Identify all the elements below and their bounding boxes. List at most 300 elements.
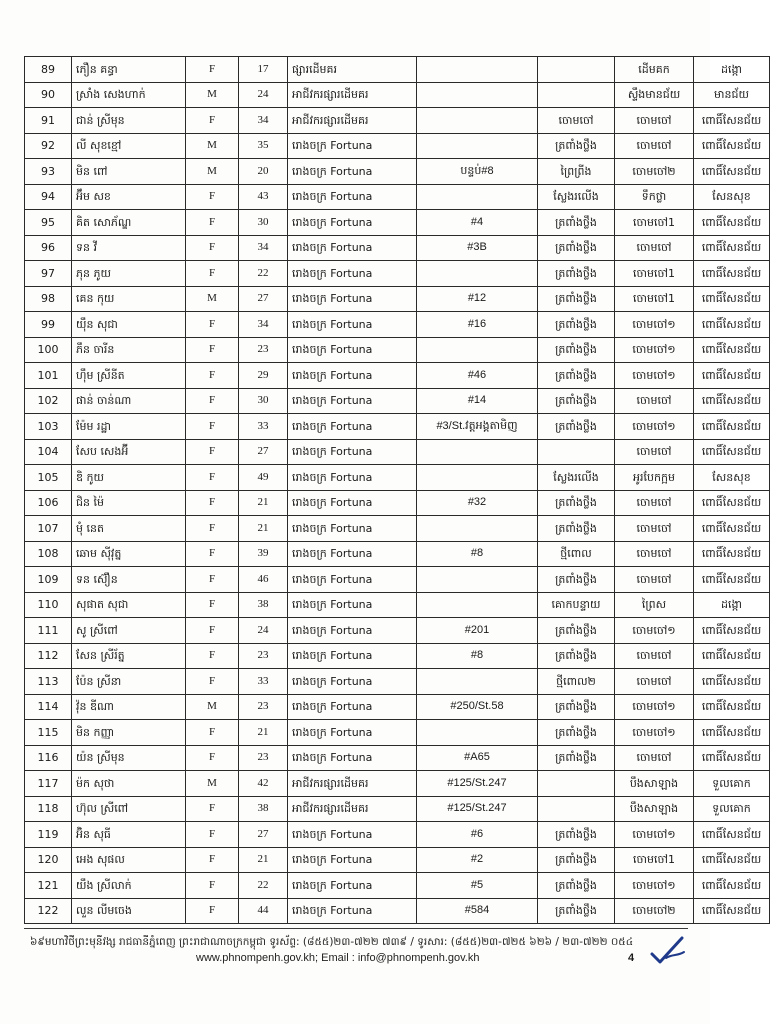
- sex-cell: F: [186, 516, 239, 542]
- age-cell: 27: [239, 439, 288, 465]
- house-number-cell: #A65: [417, 745, 538, 771]
- person-name-cell: សែប សេងអ៊ី: [72, 439, 186, 465]
- house-number-cell: [417, 184, 538, 210]
- table-row: [25, 184, 770, 210]
- page-number: 4: [628, 952, 635, 964]
- workplace-cell: រោងចក្រ Fortuna: [288, 312, 417, 338]
- table-row: [25, 312, 770, 338]
- village-cell: ចោមចៅ១: [615, 312, 694, 338]
- person-name-cell: ជាន់ ស្រីមុន: [72, 108, 186, 134]
- age-cell: 33: [239, 669, 288, 695]
- commune-cell: ពោធិ៍សែនជ័យ: [694, 745, 770, 771]
- commune-cell: ពោធិ៍សែនជ័យ: [694, 516, 770, 542]
- row-number-cell: 114: [25, 694, 72, 720]
- street-area-cell: ត្រពាំងថ្លឹង: [538, 567, 615, 593]
- age-cell: 24: [239, 82, 288, 108]
- workplace-cell: អាជីវករផ្សារដើមគរ: [288, 82, 417, 108]
- workplace-cell: រោងចក្រ Fortuna: [288, 210, 417, 236]
- commune-cell: ពោធិ៍សែនជ័យ: [694, 108, 770, 134]
- workplace-cell: រោងចក្រ Fortuna: [288, 694, 417, 720]
- table-row: [25, 337, 770, 363]
- house-number-cell: [417, 82, 538, 108]
- row-number-cell: 97: [25, 261, 72, 287]
- street-area-cell: [538, 771, 615, 797]
- village-cell: ចោមចៅ: [615, 439, 694, 465]
- street-area-cell: ត្រពាំងថ្លឹង: [538, 235, 615, 261]
- village-cell: ចោមចៅ1: [615, 210, 694, 236]
- commune-cell: ពោធិ៍សែនជ័យ: [694, 363, 770, 389]
- workplace-cell: រោងចក្រ Fortuna: [288, 898, 417, 924]
- table-row: [25, 618, 770, 644]
- street-area-cell: ត្រពាំងថ្លឹង: [538, 490, 615, 516]
- row-number-cell: 120: [25, 847, 72, 873]
- person-name-cell: លួន លីមចេង: [72, 898, 186, 924]
- commune-cell: ពោធិ៍សែនជ័យ: [694, 898, 770, 924]
- village-cell: ព្រៃស: [615, 592, 694, 618]
- commune-cell: ពោធិ៍សែនជ័យ: [694, 337, 770, 363]
- street-area-cell: ត្រពាំងថ្លឹង: [538, 847, 615, 873]
- commune-cell: ពោធិ៍សែនជ័យ: [694, 261, 770, 287]
- age-cell: 30: [239, 210, 288, 236]
- street-area-cell: ព្រៃព្រីង: [538, 159, 615, 185]
- sex-cell: F: [186, 490, 239, 516]
- house-number-cell: #14: [417, 388, 538, 414]
- street-area-cell: ត្រពាំងថ្លឹង: [538, 363, 615, 389]
- village-cell: ចោមចៅ១: [615, 363, 694, 389]
- village-cell: ចោមចៅ1: [615, 847, 694, 873]
- row-number-cell: 121: [25, 873, 72, 899]
- sex-cell: M: [186, 82, 239, 108]
- sex-cell: F: [186, 643, 239, 669]
- house-number-cell: [417, 439, 538, 465]
- commune-cell: ពោធិ៍សែនជ័យ: [694, 567, 770, 593]
- house-number-cell: #250/St.58: [417, 694, 538, 720]
- street-area-cell: ស្លែងរលើង: [538, 184, 615, 210]
- sex-cell: F: [186, 57, 239, 83]
- commune-cell: សែនសុខ: [694, 465, 770, 491]
- commune-cell: ពោធិ៍សែនជ័យ: [694, 286, 770, 312]
- village-cell: ចោមចៅ១: [615, 694, 694, 720]
- village-cell: ចោមចៅ១: [615, 618, 694, 644]
- village-cell: ចោមចៅ: [615, 567, 694, 593]
- village-cell: ចោមចៅ១: [615, 337, 694, 363]
- street-area-cell: ត្រពាំងថ្លឹង: [538, 261, 615, 287]
- village-cell: ចោមចៅ: [615, 108, 694, 134]
- commune-cell: ពោធិ៍សែនជ័យ: [694, 694, 770, 720]
- table-row: [25, 592, 770, 618]
- row-number-cell: 99: [25, 312, 72, 338]
- row-number-cell: 118: [25, 796, 72, 822]
- workplace-cell: រោងចក្រ Fortuna: [288, 133, 417, 159]
- street-area-cell: ត្រពាំងថ្លឹង: [538, 873, 615, 899]
- commune-cell: ពោធិ៍សែនជ័យ: [694, 388, 770, 414]
- workplace-cell: រោងចក្រ Fortuna: [288, 363, 417, 389]
- person-name-cell: ភឿន គន្ធា: [72, 57, 186, 83]
- person-name-cell: យ៉ឹន សុជា: [72, 312, 186, 338]
- commune-cell: ដង្កោ: [694, 57, 770, 83]
- village-cell: បឹងសាឡាង: [615, 796, 694, 822]
- commune-cell: ពោធិ៍សែនជ័យ: [694, 133, 770, 159]
- street-area-cell: ត្រពាំងថ្លឹង: [538, 210, 615, 236]
- table-row: [25, 82, 770, 108]
- workplace-cell: អាជីវករផ្សារដើមគរ: [288, 796, 417, 822]
- age-cell: 23: [239, 643, 288, 669]
- age-cell: 21: [239, 847, 288, 873]
- village-cell: ចោមចៅ: [615, 490, 694, 516]
- workplace-cell: រោងចក្រ Fortuna: [288, 490, 417, 516]
- age-cell: 44: [239, 898, 288, 924]
- age-cell: 34: [239, 235, 288, 261]
- house-number-cell: #12: [417, 286, 538, 312]
- age-cell: 22: [239, 261, 288, 287]
- row-number-cell: 98: [25, 286, 72, 312]
- person-name-cell: ហ៊ឹម ស្រីនីត: [72, 363, 186, 389]
- table-row: [25, 822, 770, 848]
- person-name-cell: ភុន ភូយ: [72, 261, 186, 287]
- workplace-cell: រោងចក្រ Fortuna: [288, 159, 417, 185]
- person-name-cell: ម៉ែម រដ្ឋា: [72, 414, 186, 440]
- village-cell: ចោមចៅ១: [615, 720, 694, 746]
- street-area-cell: [538, 439, 615, 465]
- sex-cell: F: [186, 847, 239, 873]
- house-number-cell: [417, 592, 538, 618]
- commune-cell: ពោធិ៍សែនជ័យ: [694, 847, 770, 873]
- commune-cell: ពោធិ៍សែនជ័យ: [694, 439, 770, 465]
- row-number-cell: 116: [25, 745, 72, 771]
- village-cell: ចោមចៅ: [615, 516, 694, 542]
- commune-cell: ពោធិ៍សែនជ័យ: [694, 618, 770, 644]
- house-number-cell: #584: [417, 898, 538, 924]
- sex-cell: F: [186, 235, 239, 261]
- row-number-cell: 100: [25, 337, 72, 363]
- street-area-cell: ត្រពាំងថ្លឹង: [538, 312, 615, 338]
- table-row: [25, 133, 770, 159]
- age-cell: 34: [239, 312, 288, 338]
- commune-cell: ដង្កោ: [694, 592, 770, 618]
- age-cell: 17: [239, 57, 288, 83]
- person-name-cell: ឌិ កូយ: [72, 465, 186, 491]
- village-cell: បឹងសាឡាង: [615, 771, 694, 797]
- row-number-cell: 111: [25, 618, 72, 644]
- row-number-cell: 108: [25, 541, 72, 567]
- person-name-cell: អ៊ឹម សខ: [72, 184, 186, 210]
- table-row: [25, 516, 770, 542]
- table-row: [25, 796, 770, 822]
- workplace-cell: រោងចក្រ Fortuna: [288, 184, 417, 210]
- village-cell: ចោមចៅ: [615, 541, 694, 567]
- house-number-cell: #6: [417, 822, 538, 848]
- workplace-cell: រោងចក្រ Fortuna: [288, 643, 417, 669]
- row-number-cell: 101: [25, 363, 72, 389]
- row-number-cell: 110: [25, 592, 72, 618]
- street-area-cell: ថ្មីពោល: [538, 541, 615, 567]
- age-cell: 23: [239, 337, 288, 363]
- table-row: [25, 286, 770, 312]
- table-row: [25, 745, 770, 771]
- street-area-cell: ត្រពាំងថ្លឹង: [538, 133, 615, 159]
- commune-cell: ពោធិ៍សែនជ័យ: [694, 643, 770, 669]
- table-row: [25, 643, 770, 669]
- street-area-cell: ត្រពាំងថ្លឹង: [538, 694, 615, 720]
- person-name-cell: លី សុខខ្មៅ: [72, 133, 186, 159]
- workplace-cell: រោងចក្រ Fortuna: [288, 618, 417, 644]
- age-cell: 21: [239, 490, 288, 516]
- house-number-cell: [417, 108, 538, 134]
- workplace-cell: រោងចក្រ Fortuna: [288, 235, 417, 261]
- house-number-cell: [417, 567, 538, 593]
- table-row: [25, 57, 770, 83]
- table-row: [25, 159, 770, 185]
- row-number-cell: 119: [25, 822, 72, 848]
- workplace-cell: រោងចក្រ Fortuna: [288, 745, 417, 771]
- person-name-cell: យឹង ស្រីលាក់: [72, 873, 186, 899]
- workplace-cell: រោងចក្រ Fortuna: [288, 414, 417, 440]
- table-row: [25, 898, 770, 924]
- row-number-cell: 94: [25, 184, 72, 210]
- table-row: [25, 108, 770, 134]
- row-number-cell: 92: [25, 133, 72, 159]
- person-name-cell: អេង សុផល: [72, 847, 186, 873]
- person-name-cell: ទន ស៊ឿន: [72, 567, 186, 593]
- sex-cell: M: [186, 133, 239, 159]
- house-number-cell: #8: [417, 643, 538, 669]
- street-area-cell: ត្រពាំងថ្លឹង: [538, 822, 615, 848]
- person-name-cell: វ៉ុន ឌីណា: [72, 694, 186, 720]
- row-number-cell: 117: [25, 771, 72, 797]
- table-row: [25, 771, 770, 797]
- house-number-cell: #16: [417, 312, 538, 338]
- age-cell: 39: [239, 541, 288, 567]
- house-number-cell: #8: [417, 541, 538, 567]
- commune-cell: ពោធិ៍សែនជ័យ: [694, 541, 770, 567]
- workplace-cell: អាជីវករផ្សារដើមគរ: [288, 108, 417, 134]
- sex-cell: F: [186, 337, 239, 363]
- house-number-cell: [417, 669, 538, 695]
- table-row: [25, 694, 770, 720]
- workplace-cell: រោងចក្រ Fortuna: [288, 669, 417, 695]
- age-cell: 21: [239, 516, 288, 542]
- age-cell: 20: [239, 159, 288, 185]
- person-name-cell: ប៉ែន ស្រីនា: [72, 669, 186, 695]
- sex-cell: M: [186, 771, 239, 797]
- commune-cell: ពោធិ៍សែនជ័យ: [694, 669, 770, 695]
- street-area-cell: ត្រពាំងថ្លឹង: [538, 898, 615, 924]
- sex-cell: F: [186, 541, 239, 567]
- street-area-cell: ត្រពាំងថ្លឹង: [538, 388, 615, 414]
- row-number-cell: 115: [25, 720, 72, 746]
- row-number-cell: 109: [25, 567, 72, 593]
- workplace-cell: រោងចក្រ Fortuna: [288, 465, 417, 491]
- sex-cell: F: [186, 618, 239, 644]
- row-number-cell: 106: [25, 490, 72, 516]
- sex-cell: F: [186, 388, 239, 414]
- village-cell: ចោមចៅ១: [615, 414, 694, 440]
- house-number-cell: #125/St.247: [417, 796, 538, 822]
- row-number-cell: 112: [25, 643, 72, 669]
- sex-cell: F: [186, 796, 239, 822]
- house-number-cell: #4: [417, 210, 538, 236]
- commune-cell: សែនសុខ: [694, 184, 770, 210]
- row-number-cell: 89: [25, 57, 72, 83]
- age-cell: 38: [239, 592, 288, 618]
- sex-cell: F: [186, 898, 239, 924]
- street-area-cell: ត្រពាំងថ្លឹង: [538, 337, 615, 363]
- table-row: [25, 210, 770, 236]
- person-name-cell: សូ ស្រីពៅ: [72, 618, 186, 644]
- check-mark-icon: [648, 934, 688, 968]
- table-row: [25, 669, 770, 695]
- house-number-cell: #2: [417, 847, 538, 873]
- patient-roster-table: [24, 56, 770, 924]
- commune-cell: ពោធិ៍សែនជ័យ: [694, 312, 770, 338]
- row-number-cell: 103: [25, 414, 72, 440]
- workplace-cell: រោងចក្រ Fortuna: [288, 592, 417, 618]
- street-area-cell: គោកបន្ទាយ: [538, 592, 615, 618]
- age-cell: 42: [239, 771, 288, 797]
- table-row: [25, 235, 770, 261]
- sex-cell: F: [186, 465, 239, 491]
- street-area-cell: ចោមចៅ: [538, 108, 615, 134]
- workplace-cell: រោងចក្រ Fortuna: [288, 873, 417, 899]
- sex-cell: F: [186, 210, 239, 236]
- village-cell: ចោមចៅ: [615, 388, 694, 414]
- sex-cell: F: [186, 567, 239, 593]
- roster-table-body: [25, 57, 770, 924]
- village-cell: ចោមចៅ២: [615, 898, 694, 924]
- village-cell: ចោមចៅ: [615, 133, 694, 159]
- village-cell: ទឹកថ្លា: [615, 184, 694, 210]
- person-name-cell: អ៊ិន សុធី: [72, 822, 186, 848]
- house-number-cell: [417, 337, 538, 363]
- age-cell: 23: [239, 745, 288, 771]
- house-number-cell: [417, 465, 538, 491]
- village-cell: ចោមចៅ1: [615, 261, 694, 287]
- workplace-cell: រោងចក្រ Fortuna: [288, 286, 417, 312]
- row-number-cell: 96: [25, 235, 72, 261]
- village-cell: ចោមចៅ២: [615, 159, 694, 185]
- commune-cell: ពោធិ៍សែនជ័យ: [694, 159, 770, 185]
- house-number-cell: #32: [417, 490, 538, 516]
- village-cell: ចោមចៅ: [615, 643, 694, 669]
- age-cell: 30: [239, 388, 288, 414]
- age-cell: 38: [239, 796, 288, 822]
- street-area-cell: ត្រពាំងថ្លឹង: [538, 286, 615, 312]
- table-row: [25, 873, 770, 899]
- house-number-cell: [417, 516, 538, 542]
- street-area-cell: ត្រពាំងថ្លឹង: [538, 516, 615, 542]
- house-number-cell: [417, 133, 538, 159]
- person-name-cell: មិន កញ្ញា: [72, 720, 186, 746]
- commune-cell: ពោធិ៍សែនជ័យ: [694, 235, 770, 261]
- sex-cell: F: [186, 720, 239, 746]
- person-name-cell: ផាន់ ចាន់ណា: [72, 388, 186, 414]
- person-name-cell: ឆោម ស៊ីវុត្ន: [72, 541, 186, 567]
- person-name-cell: មិន ពៅ: [72, 159, 186, 185]
- table-row: [25, 414, 770, 440]
- commune-cell: ទួលគោក: [694, 796, 770, 822]
- person-name-cell: គិត សោភ័ណ្ឌ: [72, 210, 186, 236]
- sex-cell: F: [186, 745, 239, 771]
- workplace-cell: អាជីវករផ្សារដើមគរ: [288, 771, 417, 797]
- sex-cell: M: [186, 694, 239, 720]
- table-row: [25, 363, 770, 389]
- sex-cell: F: [186, 873, 239, 899]
- workplace-cell: រោងចក្រ Fortuna: [288, 541, 417, 567]
- village-cell: ចោមចៅ១: [615, 822, 694, 848]
- workplace-cell: រោងចក្រ Fortuna: [288, 720, 417, 746]
- table-row: [25, 567, 770, 593]
- person-name-cell: ហ៊ុល ស្រីពៅ: [72, 796, 186, 822]
- age-cell: 33: [239, 414, 288, 440]
- age-cell: 49: [239, 465, 288, 491]
- age-cell: 23: [239, 694, 288, 720]
- age-cell: 43: [239, 184, 288, 210]
- workplace-cell: រោងចក្រ Fortuna: [288, 261, 417, 287]
- street-area-cell: ត្រពាំងថ្លឹង: [538, 618, 615, 644]
- street-area-cell: ត្រពាំងថ្លឹង: [538, 720, 615, 746]
- person-name-cell: ស្រាំង សេងហាក់: [72, 82, 186, 108]
- table-row: [25, 720, 770, 746]
- sex-cell: F: [186, 414, 239, 440]
- table-row: [25, 847, 770, 873]
- person-name-cell: សុផាត សុជា: [72, 592, 186, 618]
- house-number-cell: #3B: [417, 235, 538, 261]
- age-cell: 35: [239, 133, 288, 159]
- house-number-cell: #201: [417, 618, 538, 644]
- person-name-cell: មុំ នេត: [72, 516, 186, 542]
- street-area-cell: ត្រពាំងថ្លឹង: [538, 414, 615, 440]
- village-cell: ស្ទឹងមានជ័យ: [615, 82, 694, 108]
- person-name-cell: យ៉ន ស្រីមុន: [72, 745, 186, 771]
- age-cell: 27: [239, 286, 288, 312]
- table-row: [25, 388, 770, 414]
- table-row: [25, 490, 770, 516]
- workplace-cell: ផ្សារដើមគរ: [288, 57, 417, 83]
- age-cell: 24: [239, 618, 288, 644]
- workplace-cell: រោងចក្រ Fortuna: [288, 516, 417, 542]
- commune-cell: ពោធិ៍សែនជ័យ: [694, 873, 770, 899]
- workplace-cell: រោងចក្រ Fortuna: [288, 567, 417, 593]
- house-number-cell: #125/St.247: [417, 771, 538, 797]
- age-cell: 46: [239, 567, 288, 593]
- person-name-cell: គេន កុយ: [72, 286, 186, 312]
- row-number-cell: 93: [25, 159, 72, 185]
- row-number-cell: 104: [25, 439, 72, 465]
- house-number-cell: [417, 57, 538, 83]
- house-number-cell: #46: [417, 363, 538, 389]
- table-row: [25, 541, 770, 567]
- street-area-cell: [538, 796, 615, 822]
- person-name-cell: ម៉ក សុថា: [72, 771, 186, 797]
- street-area-cell: ត្រពាំងថ្លឹង: [538, 745, 615, 771]
- sex-cell: F: [186, 261, 239, 287]
- village-cell: ចោមចៅ1: [615, 286, 694, 312]
- footer-divider: [24, 928, 688, 929]
- footer-web-email: www.phnompenh.gov.kh; Email : info@phnompenh.gov.kh: [196, 952, 480, 964]
- sex-cell: F: [186, 363, 239, 389]
- street-area-cell: ត្រពាំងថ្លឹង: [538, 643, 615, 669]
- house-number-cell: #5: [417, 873, 538, 899]
- table-row: [25, 465, 770, 491]
- row-number-cell: 95: [25, 210, 72, 236]
- age-cell: 27: [239, 822, 288, 848]
- sex-cell: F: [186, 669, 239, 695]
- house-number-cell: [417, 261, 538, 287]
- street-area-cell: [538, 57, 615, 83]
- sex-cell: F: [186, 108, 239, 134]
- village-cell: ចោមចៅ: [615, 235, 694, 261]
- workplace-cell: រោងចក្រ Fortuna: [288, 337, 417, 363]
